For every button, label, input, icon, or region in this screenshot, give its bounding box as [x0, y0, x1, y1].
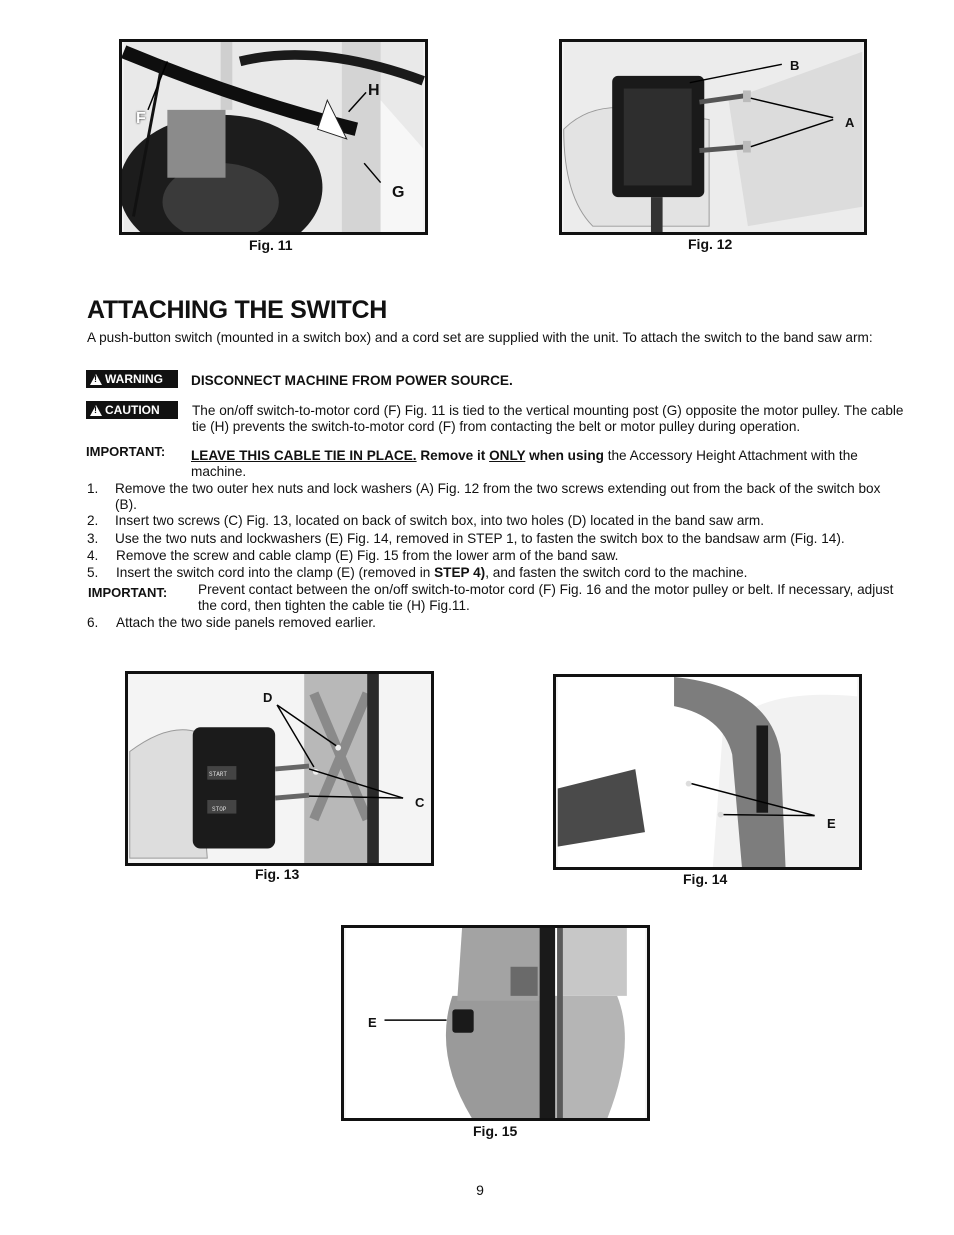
step-1-text: Remove the two outer hex nuts and lock washers (A) Fig. 12 from the two screws extending out from the back of the switch box (B). [115, 481, 881, 512]
page-number: 9 [476, 1182, 484, 1198]
warning-icon [90, 374, 102, 385]
figure-12 [559, 39, 867, 235]
warning-text: DISCONNECT MACHINE FROM POWER SOURCE. [191, 373, 513, 388]
figure-15 [341, 925, 650, 1121]
intro-paragraph: A push-button switch (mounted in a switch box) and a cord set are supplied with the unit. To attach the switch to the band saw arm: [87, 330, 873, 345]
fig13-caption: Fig. 13 [255, 866, 300, 882]
fig12-label-b: B [790, 58, 800, 73]
fig15-caption: Fig. 15 [473, 1123, 518, 1139]
fig15-label-e: E [368, 1015, 377, 1030]
fig11-label-h: H [368, 82, 380, 99]
important-label-2: IMPORTANT: [88, 585, 168, 600]
caution-badge-label: CAUTION [105, 403, 160, 417]
fig13-label-c: C [415, 795, 425, 810]
important1-part3: ONLY [489, 448, 526, 463]
fig12-label-a: A [845, 115, 855, 130]
stop-button-label: STOP [212, 806, 227, 813]
warning-badge-label: WARNING [105, 372, 163, 386]
important1-part1: LEAVE THIS CABLE TIE IN PLACE. [191, 448, 417, 463]
step-5-text [116, 565, 906, 581]
fig11-caption: Fig. 11 [249, 237, 293, 253]
important-text-2: Prevent contact between the on/off switch-to-motor cord (F) Fig. 16 and the motor pulley or belt. If necessary, adjust the cord, then tighten the cable tie (H) Fig.11. [198, 582, 894, 613]
fig14-label-e: E [827, 816, 836, 831]
fig14-caption: Fig. 14 [683, 871, 728, 887]
section-title: ATTACHING THE SWITCH [87, 296, 387, 324]
caution-text: The on/off switch-to-motor cord (F) Fig. 11 is tied to the vertical mounting post (G) opposite the motor pulley. The cable tie (H) prevents the switch-to-motor cord (F) from contacting the belt or motor pulley during operation. [192, 403, 904, 434]
step-6-text: Attach the two side panels removed earlier. [116, 615, 376, 630]
important1-part2: Remove it [416, 448, 490, 463]
step-3-number: 3. [87, 531, 99, 546]
step-2-number: 2. [87, 513, 99, 528]
step5-part-a: Insert the switch cord into the clamp (E) (removed in [116, 565, 435, 580]
figure-11-photo [122, 42, 425, 232]
start-button-label: START [209, 771, 228, 778]
figure-12-photo [562, 42, 864, 232]
step5-part-b: STEP 4) [434, 565, 486, 580]
figure-13 [125, 671, 434, 866]
step-5-number: 5. [87, 565, 99, 580]
warning-badge [86, 370, 178, 388]
step-3-text: Use the two nuts and lockwashers (E) Fig. 14, removed in STEP 1, to fasten the switch box to the bandsaw arm (Fig. 14). [115, 531, 845, 546]
figure-15-photo [344, 928, 647, 1118]
fig11-label-g: G [392, 184, 405, 201]
step5-part-c: , and fasten the switch cord to the machine. [485, 565, 748, 580]
figure-11 [119, 39, 428, 235]
fig12-caption: Fig. 12 [688, 236, 733, 252]
fig13-label-d: D [263, 690, 273, 705]
caution-badge [86, 401, 178, 419]
step-2-text: Insert two screws (C) Fig. 13, located on back of switch box, into two holes (D) located in the band saw arm. [115, 513, 765, 528]
figure-13-photo [128, 674, 431, 863]
fig11-label-f: F [136, 110, 146, 127]
figure-14-photo [556, 677, 859, 867]
important-text-1 [191, 448, 905, 480]
important1-part4: when using [525, 448, 604, 463]
figure-14 [553, 674, 862, 870]
important-label-1: IMPORTANT: [86, 444, 166, 459]
important1-part5: the Accessory Height Attachment with the machine. [191, 448, 858, 479]
step-4-text: Remove the screw and cable clamp (E) Fig. 15 from the lower arm of the band saw. [116, 548, 619, 563]
step-1-number: 1. [87, 481, 99, 496]
step-4-number: 4. [87, 548, 99, 563]
step-6-number: 6. [87, 615, 99, 630]
caution-icon [90, 405, 102, 416]
